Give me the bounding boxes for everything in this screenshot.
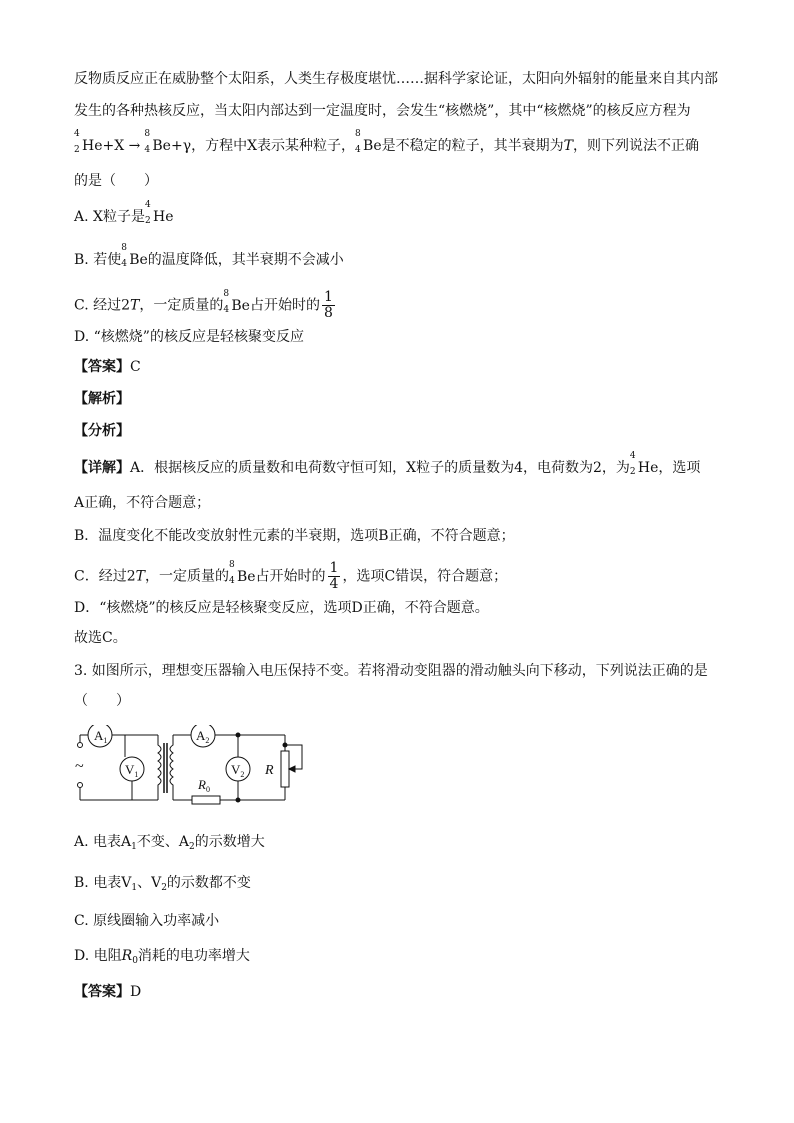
q2-detail-c: C．经过2T，一定质量的 8 4 Be占开始时的 $\frac{1}{4}$ ，选项C错误，符合题意； (74, 559, 508, 592)
q2-detail-a: 【详解】A．根据核反应的质量数和电荷数守恒可知，X粒子的质量数为4，电荷数为2，为 4 2 He，选项 (74, 451, 701, 477)
q3-option-b: B. 电表$V_1$、$V_2$的示数都不变 (74, 875, 251, 893)
slider-wire (285, 745, 302, 769)
q2-detail-a-line-2: A正确，不符合题意； (74, 495, 211, 511)
q2-option-d: D. “核燃烧”的核反应是轻核聚变反应 (74, 329, 304, 345)
slider-contact-arrow (289, 766, 295, 772)
ac-source-symbol: ~ (75, 758, 84, 775)
q2-fenxi-label: 【分析】 (74, 423, 130, 439)
fraction: $\frac{1}{4}$ (329, 560, 339, 592)
nuclide-he: 4 2 He (144, 200, 174, 226)
q2-stem-line-2: 发生的各种热核反应，当太阳内部达到一定温度时，会发生“核燃烧”，其中“核燃烧”的核反应方程为 (74, 103, 691, 119)
nuclide-be: 8 4 Be (355, 129, 382, 155)
ammeter-a2-label: $A_2$ (196, 728, 210, 745)
q2-conclusion: 故选C。 (74, 630, 127, 646)
q2-stem-text: ，则下列说法不正确 (572, 138, 699, 154)
q2-detail-b: B．温度变化不能改变放射性元素的半衰期，选项B正确，不符合题意； (74, 528, 515, 544)
q2-stem-line-4: 的是（ ） (74, 173, 158, 189)
nuclide-be: 8 4 Be (223, 288, 250, 315)
q2-option-c: C. 经过2T，一定质量的 8 4 Be占开始时的 $\frac{1}{8}$ (74, 288, 333, 321)
nuclide-he: 4 2 He (629, 451, 659, 477)
q2-answer: 【答案】C (74, 359, 141, 375)
primary-coil (158, 735, 161, 800)
q2-option-a: A. X粒子是 4 2 He (74, 200, 174, 226)
half-life-symbol: T (563, 138, 573, 154)
ammeter-a1-label: $A_1$ (94, 728, 108, 745)
q3-answer: 【答案】D (74, 984, 142, 1000)
nuclide-he: 4 2 He (74, 129, 103, 155)
q3-stem-line-1: 3. 如图所示，理想变压器输入电压保持不变。若将滑动变阻器的滑动触头向下移动，下列说法正确的是 (74, 663, 708, 679)
equation-gamma: +γ (170, 138, 192, 154)
rheostat-r-label: R (265, 763, 274, 778)
voltmeter-v2-label: $V_2$ (231, 762, 245, 779)
q2-stem-text: ，方程中X表示某种粒子， (191, 138, 356, 154)
equation-x-arrow: +X → (102, 138, 141, 154)
nuclide-be: 8 4 Be (228, 559, 256, 586)
input-terminal-top (78, 743, 83, 748)
fraction: $\frac{1}{8}$ (323, 289, 333, 321)
q2-stem-line-3 (74, 129, 699, 156)
q2-option-b: B. 若使 8 4 Be的温度降低，其半衰期不会减小 (74, 243, 344, 269)
transformer-circuit-diagram (70, 725, 330, 810)
nuclide-be: 8 4 Be (144, 129, 171, 155)
q2-stem-text: 是不稳定的粒子，其半衰期为 (381, 138, 564, 154)
secondary-coil (170, 735, 173, 800)
resistor-r0 (192, 796, 220, 804)
q2-stem-line-1: 反物质反应正在威胁整个太阳系，人类生存极度堪忧……据科学家论证，太阳向外辐射的能量来自其内部 (74, 71, 718, 87)
q3-option-d: D. 电阻$R_0$消耗的电功率增大 (74, 948, 250, 966)
q3-option-a: A. 电表$A_1$不变、$A_2$的示数增大 (74, 834, 265, 852)
q3-option-c: C. 原线圈输入功率减小 (74, 913, 220, 929)
rheostat-r (281, 751, 289, 787)
resistor-r0-label: $R_0$ (198, 777, 210, 794)
nuclide-be: 8 4 Be (121, 243, 148, 269)
input-terminal-bottom (78, 783, 83, 788)
voltmeter-v1-label: $V_1$ (125, 762, 139, 779)
q2-detail-d: D．“核燃烧”的核反应是轻核聚变反应，选项D正确，不符合题意。 (74, 600, 489, 616)
q2-analysis-label: 【解析】 (74, 391, 130, 407)
q3-stem-line-2: （ ） (74, 693, 130, 709)
